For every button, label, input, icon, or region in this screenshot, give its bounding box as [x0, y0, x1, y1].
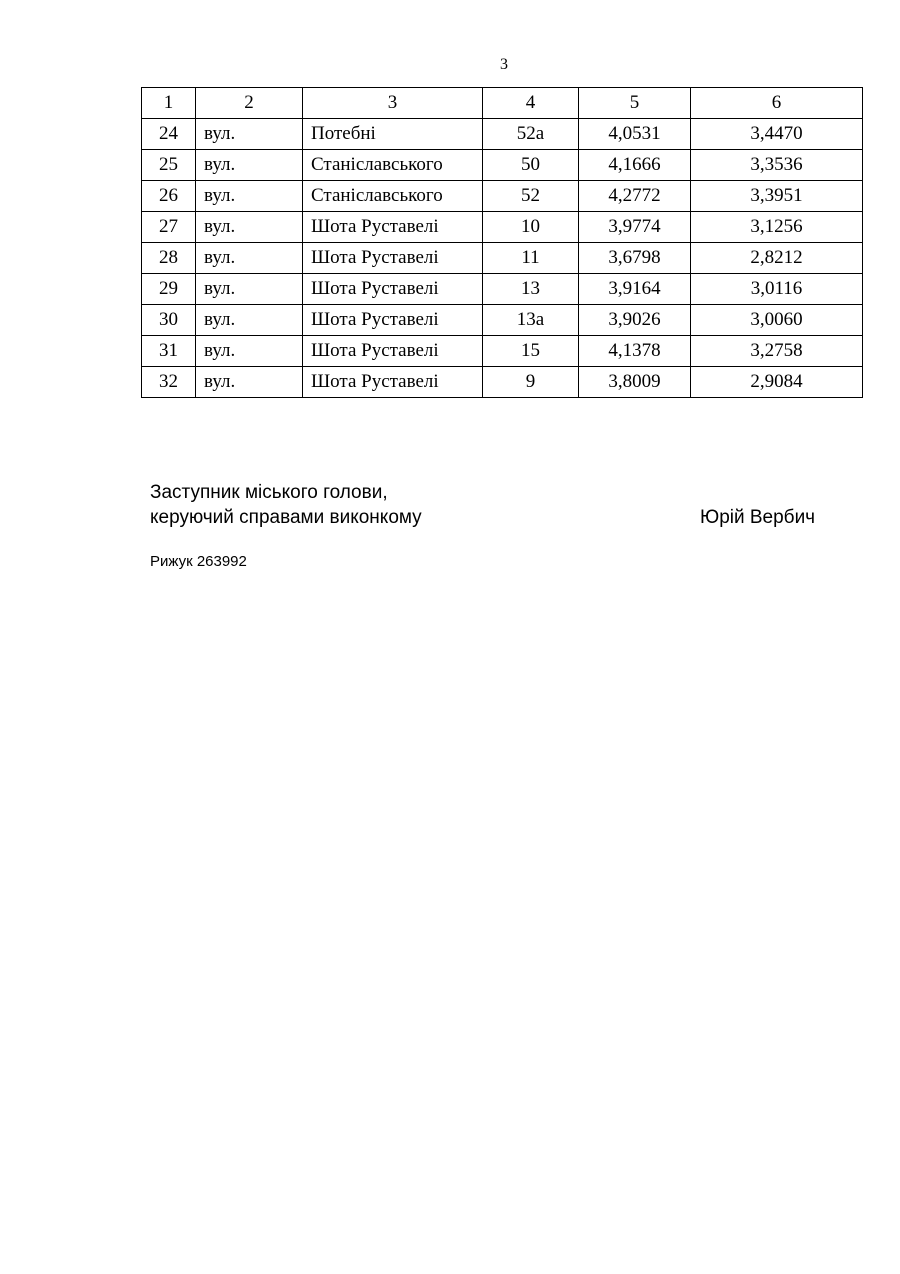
table-cell: 32: [142, 367, 196, 398]
table-cell: Шота Руставелі: [303, 243, 483, 274]
page-number: 3: [500, 56, 508, 73]
table-row: [142, 274, 863, 305]
table-cell: вул.: [196, 274, 303, 305]
signature-position: [150, 480, 422, 530]
table-cell: 13а: [483, 305, 579, 336]
signer-name: Юрій Вербич: [700, 507, 816, 528]
table-cell: 3,9026: [579, 305, 691, 336]
column-header: 1: [142, 88, 196, 119]
column-header: 5: [579, 88, 691, 119]
table-cell: 3,0116: [691, 274, 863, 305]
table-row: [142, 150, 863, 181]
column-header: 2: [196, 88, 303, 119]
table-cell: 27: [142, 212, 196, 243]
table-cell: вул.: [196, 212, 303, 243]
table-cell: 11: [483, 243, 579, 274]
table-cell: 13: [483, 274, 579, 305]
signature-position-line2: керуючий справами виконкому: [150, 507, 422, 528]
table-cell: 3,2758: [691, 336, 863, 367]
table-row: [142, 243, 863, 274]
table-cell: Шота Руставелі: [303, 212, 483, 243]
column-header: 3: [303, 88, 483, 119]
table-cell: Потебні: [303, 119, 483, 150]
table-cell: 4,1666: [579, 150, 691, 181]
table-cell: Станіславського: [303, 181, 483, 212]
table-cell: Шота Руставелі: [303, 336, 483, 367]
table-cell: 2,9084: [691, 367, 863, 398]
table-cell: Шота Руставелі: [303, 305, 483, 336]
table-cell: вул.: [196, 367, 303, 398]
table-cell: 52: [483, 181, 579, 212]
table-cell: 3,3536: [691, 150, 863, 181]
data-table: [141, 87, 863, 398]
table-cell: 31: [142, 336, 196, 367]
table-cell: Шота Руставелі: [303, 367, 483, 398]
table-cell: 24: [142, 119, 196, 150]
table-cell: 3,9164: [579, 274, 691, 305]
table-cell: 3,4470: [691, 119, 863, 150]
table-cell: Шота Руставелі: [303, 274, 483, 305]
table-cell: 3,3951: [691, 181, 863, 212]
table-header-row: [142, 88, 863, 119]
column-header: 6: [691, 88, 863, 119]
table-cell: вул.: [196, 336, 303, 367]
table-cell: 29: [142, 274, 196, 305]
table-cell: 4,2772: [579, 181, 691, 212]
table-cell: 52а: [483, 119, 579, 150]
table-cell: вул.: [196, 119, 303, 150]
table-cell: вул.: [196, 150, 303, 181]
signature-position-line1: Заступник міського голови,: [150, 482, 388, 503]
table-cell: 30: [142, 305, 196, 336]
table-cell: вул.: [196, 243, 303, 274]
table-cell: 3,6798: [579, 243, 691, 274]
table-cell: 3,8009: [579, 367, 691, 398]
table-cell: 2,8212: [691, 243, 863, 274]
column-header: 4: [483, 88, 579, 119]
table-row: [142, 119, 863, 150]
table-cell: 26: [142, 181, 196, 212]
table-cell: 3,9774: [579, 212, 691, 243]
table-cell: 10: [483, 212, 579, 243]
table-cell: 3,0060: [691, 305, 863, 336]
table-row: [142, 336, 863, 367]
table-cell: 9: [483, 367, 579, 398]
table-cell: 25: [142, 150, 196, 181]
table-cell: вул.: [196, 305, 303, 336]
table-row: [142, 212, 863, 243]
table-cell: 4,1378: [579, 336, 691, 367]
table-cell: 28: [142, 243, 196, 274]
table-row: [142, 305, 863, 336]
table-cell: 3,1256: [691, 212, 863, 243]
table-row: [142, 367, 863, 398]
table-cell: 15: [483, 336, 579, 367]
table-cell: 50: [483, 150, 579, 181]
table-cell: Станіславського: [303, 150, 483, 181]
table-cell: 4,0531: [579, 119, 691, 150]
table-cell: вул.: [196, 181, 303, 212]
table-row: [142, 181, 863, 212]
executor-note: Рижук 263992: [150, 553, 247, 570]
